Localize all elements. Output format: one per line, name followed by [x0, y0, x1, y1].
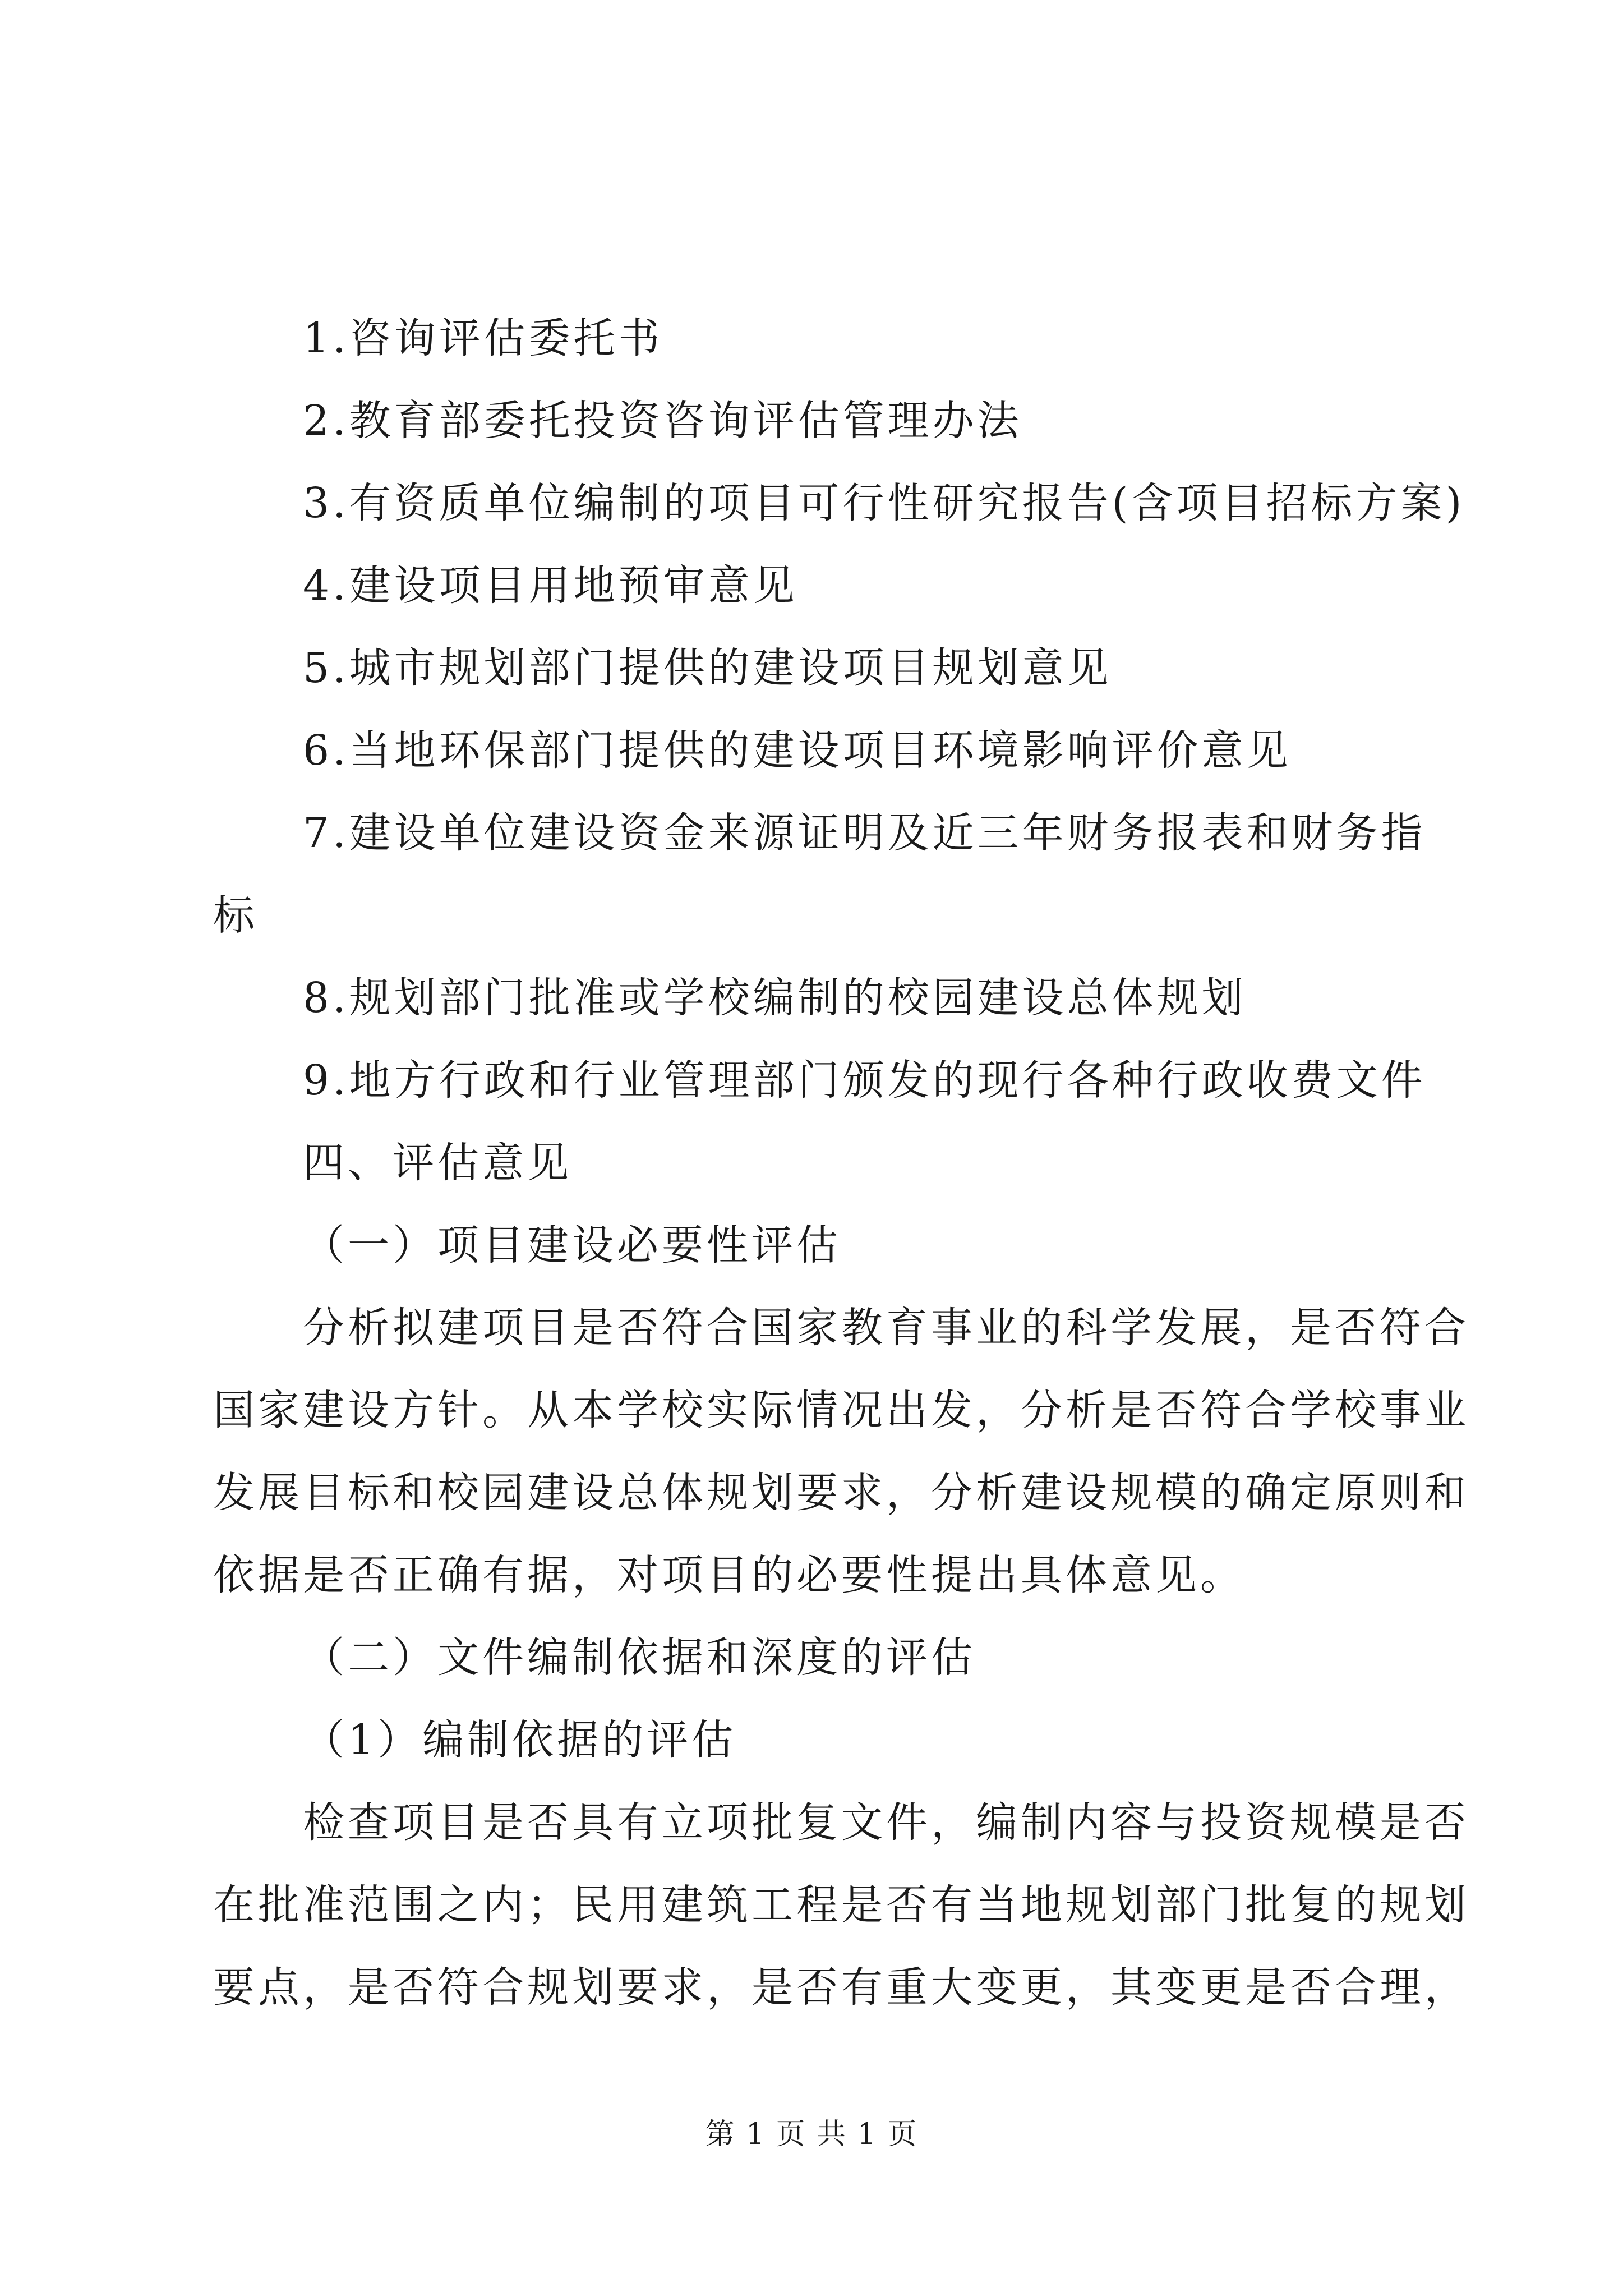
page-footer: 第 1 页 共 1 页 — [705, 2118, 918, 2151]
list-item-2: 2.教育部委托投资咨询评估管理办法 — [303, 397, 1022, 445]
list-item-7: 7.建设单位建设资金来源证明及近三年财务报表和财务指 — [303, 809, 1426, 857]
list-item-7-continuation: 标 — [213, 891, 258, 940]
paragraph-line: 在批准范围之内；民用建筑工程是否有当地规划部门批复的规划 — [213, 1881, 1469, 1929]
subsection-heading-1: （一）项目建设必要性评估 — [303, 1221, 841, 1269]
paragraph-line: 分析拟建项目是否符合国家教育事业的科学发展，是否符合 — [303, 1304, 1469, 1352]
paragraph-line: 依据是否正确有据，对项目的必要性提出具体意见。 — [213, 1551, 1245, 1599]
paragraph-line: 检查项目是否具有立项批复文件，编制内容与投资规模是否 — [303, 1798, 1469, 1847]
document-body — [213, 297, 1469, 2029]
paragraph-line: 发展目标和校园建设总体规划要求，分析建设规模的确定原则和 — [213, 1469, 1469, 1517]
list-item-8: 8.规划部门批准或学校编制的校园建设总体规划 — [303, 974, 1247, 1022]
list-item-5: 5.城市规划部门提供的建设项目规划意见 — [303, 644, 1112, 692]
paragraph-line: 要点，是否符合规划要求，是否有重大变更，其变更是否合理， — [213, 1963, 1469, 2012]
section-heading: 四、评估意见 — [303, 1139, 572, 1187]
list-item-3: 3.有资质单位编制的项目可行性研究报告(含项目招标方案) — [303, 479, 1465, 527]
list-item-9: 9.地方行政和行业管理部门颁发的现行各种行政收费文件 — [303, 1056, 1426, 1105]
paragraph-line: 国家建设方针。从本学校实际情况出发，分析是否符合学校事业 — [213, 1386, 1469, 1434]
subsection-heading-3: （1）编制依据的评估 — [303, 1716, 737, 1764]
list-item-6: 6.当地环保部门提供的建设项目环境影响评价意见 — [303, 726, 1292, 775]
list-item-4: 4.建设项目用地预审意见 — [303, 562, 798, 610]
list-item-1: 1.咨询评估委托书 — [303, 314, 663, 362]
subsection-heading-2: （二）文件编制依据和深度的评估 — [303, 1634, 976, 1682]
